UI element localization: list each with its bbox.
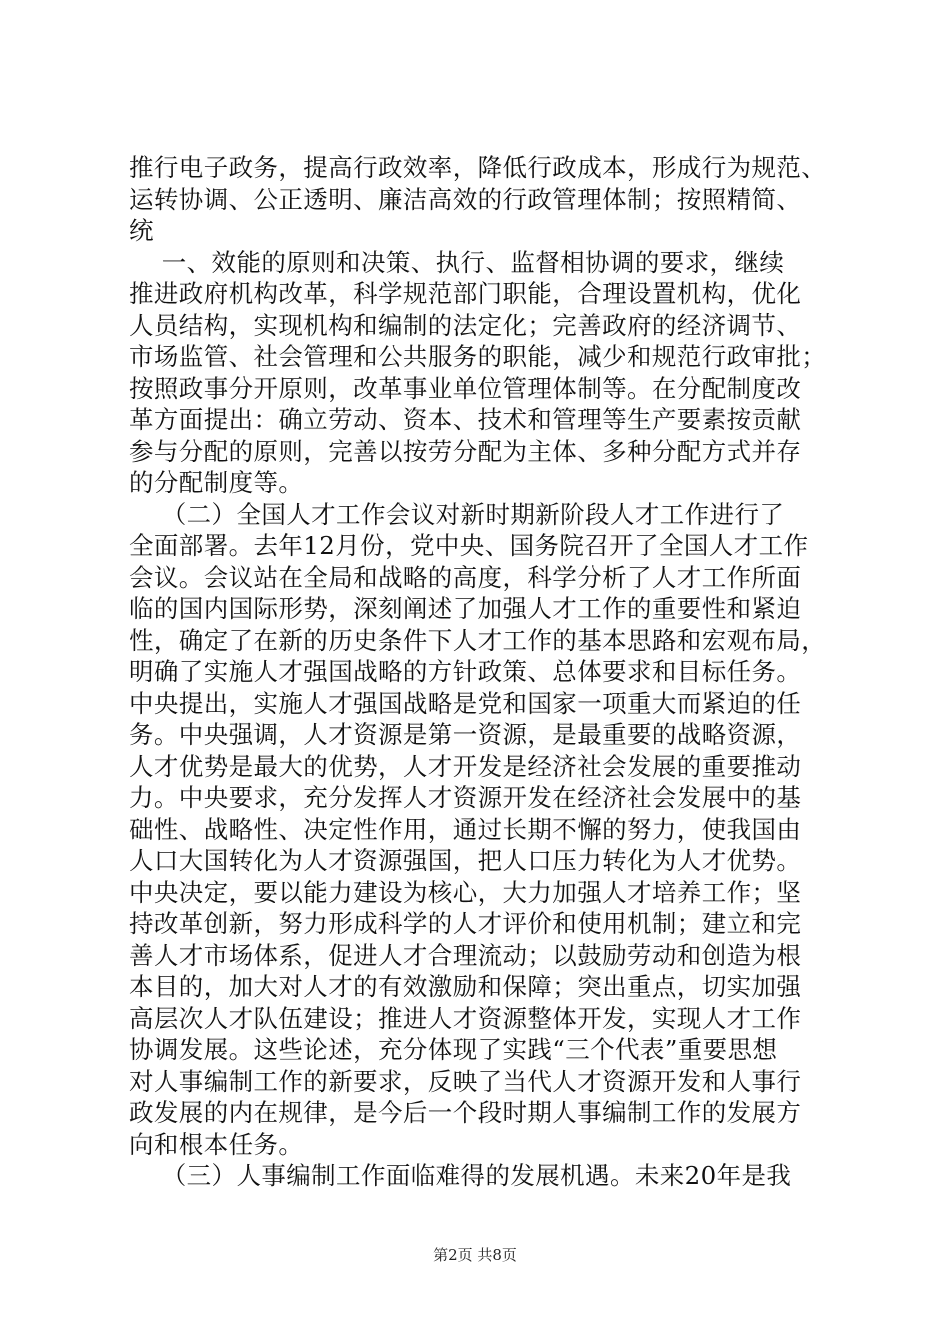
text-line: 全面部署。去年12月份，党中央、国务院召开了全国人才工作: [129, 531, 809, 560]
text-line: 的分配制度等。: [129, 468, 304, 497]
text-line: 中央决定，要以能力建设为核心，大力加强人才培养工作；坚: [129, 877, 802, 907]
text-line: 人才优势是最大的优势，人才开发是经济社会发展的重要推动: [129, 751, 802, 781]
text-line: 础性、战略性、决定性作用，通过长期不懈的努力，使我国由: [129, 814, 802, 844]
text-line: 善人才市场体系，促进人才合理流动；以鼓励劳动和创造为根: [129, 940, 802, 970]
text-line: 向和根本任务。: [129, 1129, 304, 1159]
text-line: 力。中央要求，充分发挥人才资源开发在经济社会发展中的基: [129, 783, 802, 812]
text-line: （三）人事编制工作面临难得的发展机遇。未来20年是我: [129, 1161, 792, 1190]
text-line: 会议。会议站在全局和战略的高度，科学分析了人才工作所面: [129, 562, 802, 592]
text-line: 政发展的内在规律，是今后一个段时期人事编制工作的发展方: [129, 1098, 802, 1127]
text-line: 务。中央强调，人才资源是第一资源，是最重要的战略资源，: [129, 720, 802, 749]
text-line: 按照政事分开原则，改革事业单位管理体制等。在分配制度改: [129, 373, 802, 403]
text-line: 本目的，加大对人才的有效激励和保障；突出重点，切实加强: [129, 972, 802, 1001]
text-line: 中央提出，实施人才强国战略是党和国家一项重大而紧迫的任: [129, 688, 802, 718]
text-line: 一、效能的原则和决策、执行、监督相协调的要求，继续: [129, 247, 785, 277]
text-line: 统: [129, 216, 154, 245]
text-line: 临的国内国际形势，深刻阐述了加强人才工作的重要性和紧迫: [129, 594, 802, 623]
text-line: 革方面提出：确立劳动、资本、技术和管理等生产要素按贡献: [129, 405, 802, 434]
text-line: 市场监管、社会管理和公共服务的职能，减少和规范行政审批；: [129, 342, 827, 371]
text-line: 高层次人才队伍建设；推进人才资源整体开发，实现人才工作: [129, 1003, 802, 1033]
text-line: 明确了实施人才强国战略的方针政策、总体要求和目标任务。: [129, 657, 802, 686]
text-line: 推行电子政务，提高行政效率，降低行政成本，形成行为规范、: [129, 153, 827, 182]
body-text: [129, 152, 829, 1192]
text-line: 参与分配的原则，完善以按劳分配为主体、多种分配方式并存: [129, 436, 802, 466]
text-line: 运转协调、公正透明、廉洁高效的行政管理体制；按照精简、: [129, 184, 802, 214]
text-line: 人口大国转化为人才资源强国，把人口压力转化为人才优势。: [129, 846, 802, 875]
text-line: 持改革创新，努力形成科学的人才评价和使用机制；建立和完: [129, 909, 802, 938]
text-line: 推进政府机构改革，科学规范部门职能，合理设置机构，优化: [129, 279, 802, 308]
text-line: 对人事编制工作的新要求，反映了当代人才资源开发和人事行: [129, 1066, 802, 1096]
text-line: 性，确定了在新的历史条件下人才工作的基本思路和宏观布局，: [129, 625, 827, 655]
page-footer: 第2页 共8页: [433, 1246, 517, 1264]
text-line: 人员结构，实现机构和编制的法定化；完善政府的经济调节、: [129, 310, 802, 340]
text-line: （二）全国人才工作会议对新时期新阶段人才工作进行了: [129, 499, 785, 529]
text-line: 协调发展。这些论述，充分体现了实践“三个代表”重要思想: [129, 1035, 778, 1064]
